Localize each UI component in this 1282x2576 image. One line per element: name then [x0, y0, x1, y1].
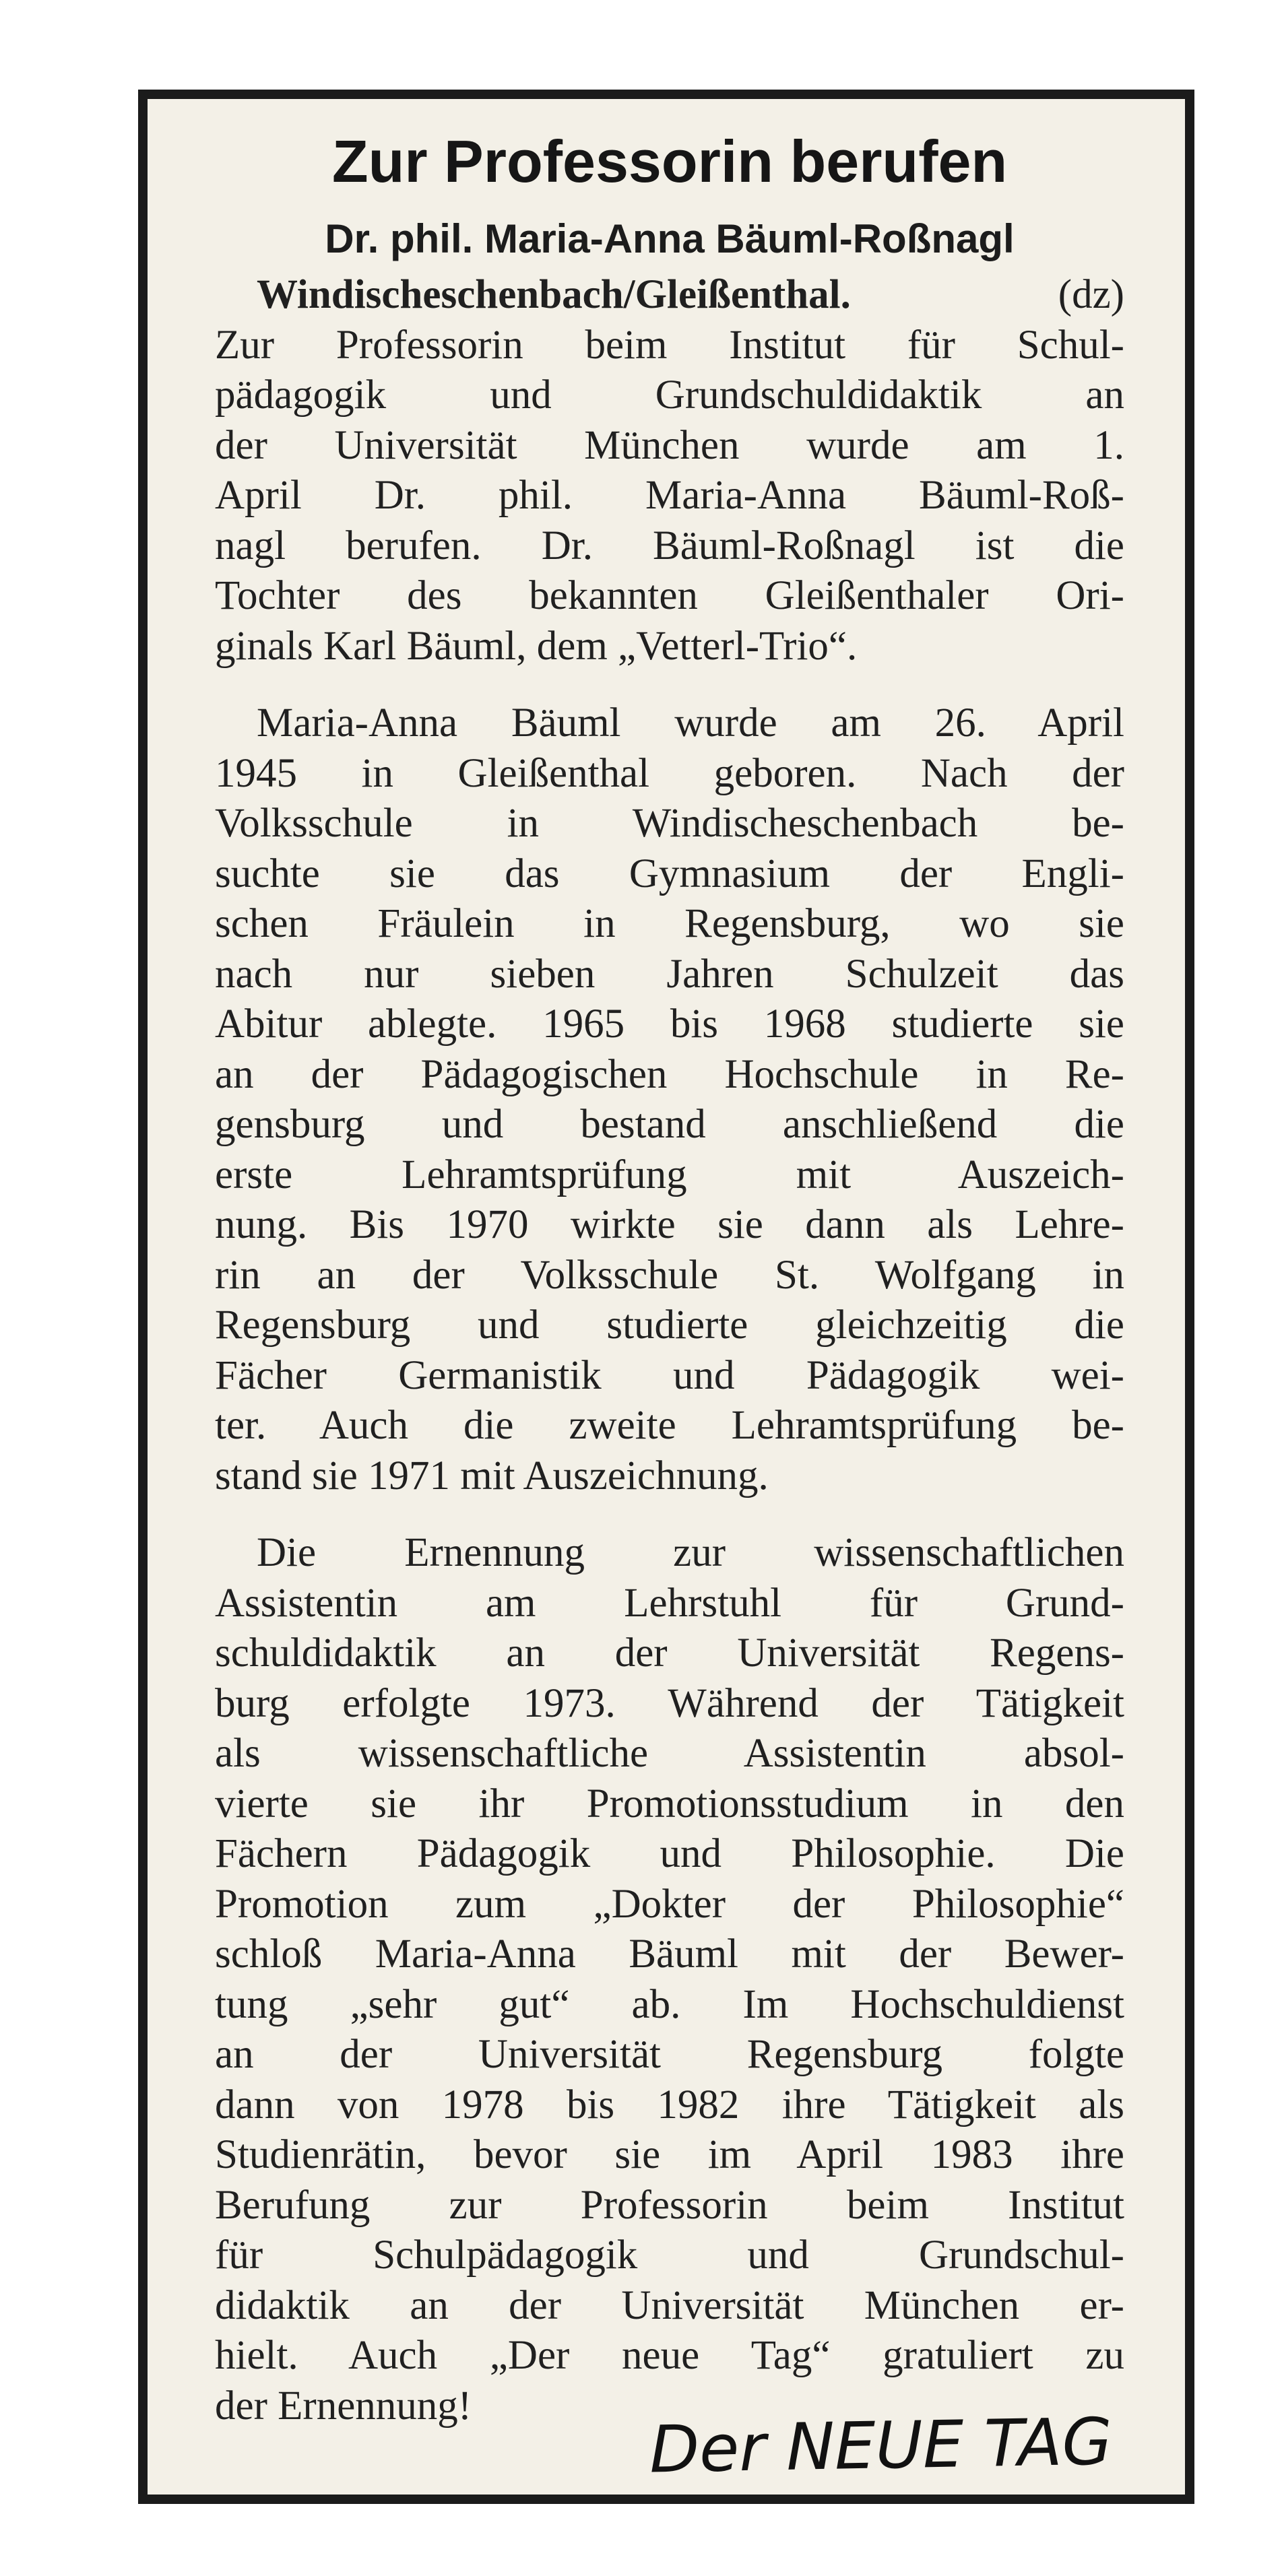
article-subhead: Dr. phil. Maria-Anna Bäuml-Roßnagl — [325, 216, 1015, 261]
text-line: als wissenschaftliche Assistentin absol- — [215, 1731, 1124, 1776]
text-line: 1945 in Gleißenthal geboren. Nach der — [215, 750, 1124, 796]
text-line: Regensburg und studierte gleichzeitig die — [215, 1302, 1124, 1348]
text-line: Fächern Pädagogik und Philosophie. Die — [215, 1831, 1124, 1876]
handwritten-note-text: Der NEUE TAG — [649, 2404, 1113, 2488]
text-line: Maria-Anna Bäuml wurde am 26. April — [257, 700, 1124, 746]
text-line: schloß Maria-Anna Bäuml mit der Bewer- — [215, 1931, 1124, 1977]
text-line: Berufung zur Professorin beim Institut — [215, 2182, 1124, 2228]
text-line: didaktik an der Universität München er- — [215, 2282, 1124, 2328]
text-line: ter. Auch die zweite Lehramtsprüfung be- — [215, 1403, 1124, 1448]
text-line: tung „sehr gut“ ab. Im Hochschuldienst — [215, 1981, 1124, 2027]
dateline: Windischeschenbach/Gleißenthal. — [257, 272, 851, 317]
text-line: Promotion zum „Dokter der Philosophie“ — [215, 1881, 1124, 1927]
text-span: (dz) — [1058, 272, 1124, 317]
article-body — [215, 270, 1124, 2431]
text-line: vierte sie ihr Promotionsstudium in den — [215, 1781, 1124, 1826]
text-line: Fächer Germanistik und Pädagogik wei- — [215, 1352, 1124, 1398]
text-line: April Dr. phil. Maria-Anna Bäuml-Roß- — [215, 473, 1124, 518]
text-line: Studienrätin, bevor sie im April 1983 ihre — [215, 2132, 1124, 2177]
text-line: hielt. Auch „Der neue Tag“ gratuliert zu — [215, 2333, 1124, 2378]
text-line: Volksschule in Windischeschenbach be- — [215, 801, 1124, 846]
text-line: Tochter des bekannten Gleißenthaler Ori- — [215, 573, 1124, 618]
text-line: an der Pädagogischen Hochschule in Re- — [215, 1051, 1124, 1097]
text-line: Zur Professorin beim Institut für Schul- — [215, 322, 1124, 368]
text-line: gensburg und bestand anschließend die — [215, 1102, 1124, 1147]
article — [148, 99, 1185, 2495]
text-line: für Schulpädagogik und Grundschul- — [215, 2233, 1124, 2278]
handwritten-note — [643, 2393, 1155, 2488]
text-line: schen Fräulein in Regensburg, wo sie — [215, 901, 1124, 946]
text-line: Die Ernennung zur wissenschaftlichen — [257, 1530, 1124, 1575]
article-headline: Zur Professorin berufen — [331, 128, 1008, 195]
text-line: der Universität München wurde am 1. — [215, 422, 1124, 468]
text-line: erste Lehramtsprüfung mit Auszeich- — [215, 1152, 1124, 1197]
text-line: nagl berufen. Dr. Bäuml-Roßnagl ist die — [215, 523, 1124, 568]
text-line: Abitur ablegte. 1965 bis 1968 studierte sie — [215, 1001, 1124, 1047]
text-line: stand sie 1971 mit Auszeichnung. — [215, 1453, 769, 1498]
text-line: rin an der Volksschule St. Wolfgang in — [215, 1252, 1124, 1298]
text-line: pädagogik und Grundschuldidaktik an — [215, 372, 1124, 418]
text-line: Assistentin am Lehrstuhl für Grund- — [215, 1580, 1124, 1626]
text-line: nach nur sieben Jahren Schulzeit das — [215, 951, 1124, 997]
text-line: burg erfolgte 1973. Während der Tätigkeit — [215, 1680, 1124, 1726]
newspaper-clipping — [138, 90, 1194, 2504]
text-line: nung. Bis 1970 wirkte sie dann als Lehre- — [215, 1202, 1124, 1247]
text-line — [215, 270, 1124, 321]
text-line: dann von 1978 bis 1982 ihre Tätigkeit als — [215, 2082, 1124, 2127]
paragraph-gap — [215, 1501, 1124, 1528]
text-line: suchte sie das Gymnasium der Engli- — [215, 851, 1124, 896]
text-line: der Ernennung! — [215, 2383, 472, 2429]
text-line: schuldidaktik an der Universität Regens- — [215, 1630, 1124, 1676]
text-line: ginals Karl Bäuml, dem „Vetterl-Trio“. — [215, 623, 858, 669]
paragraph-gap — [215, 671, 1124, 698]
text-line: an der Universität Regensburg folgte — [215, 2032, 1124, 2077]
